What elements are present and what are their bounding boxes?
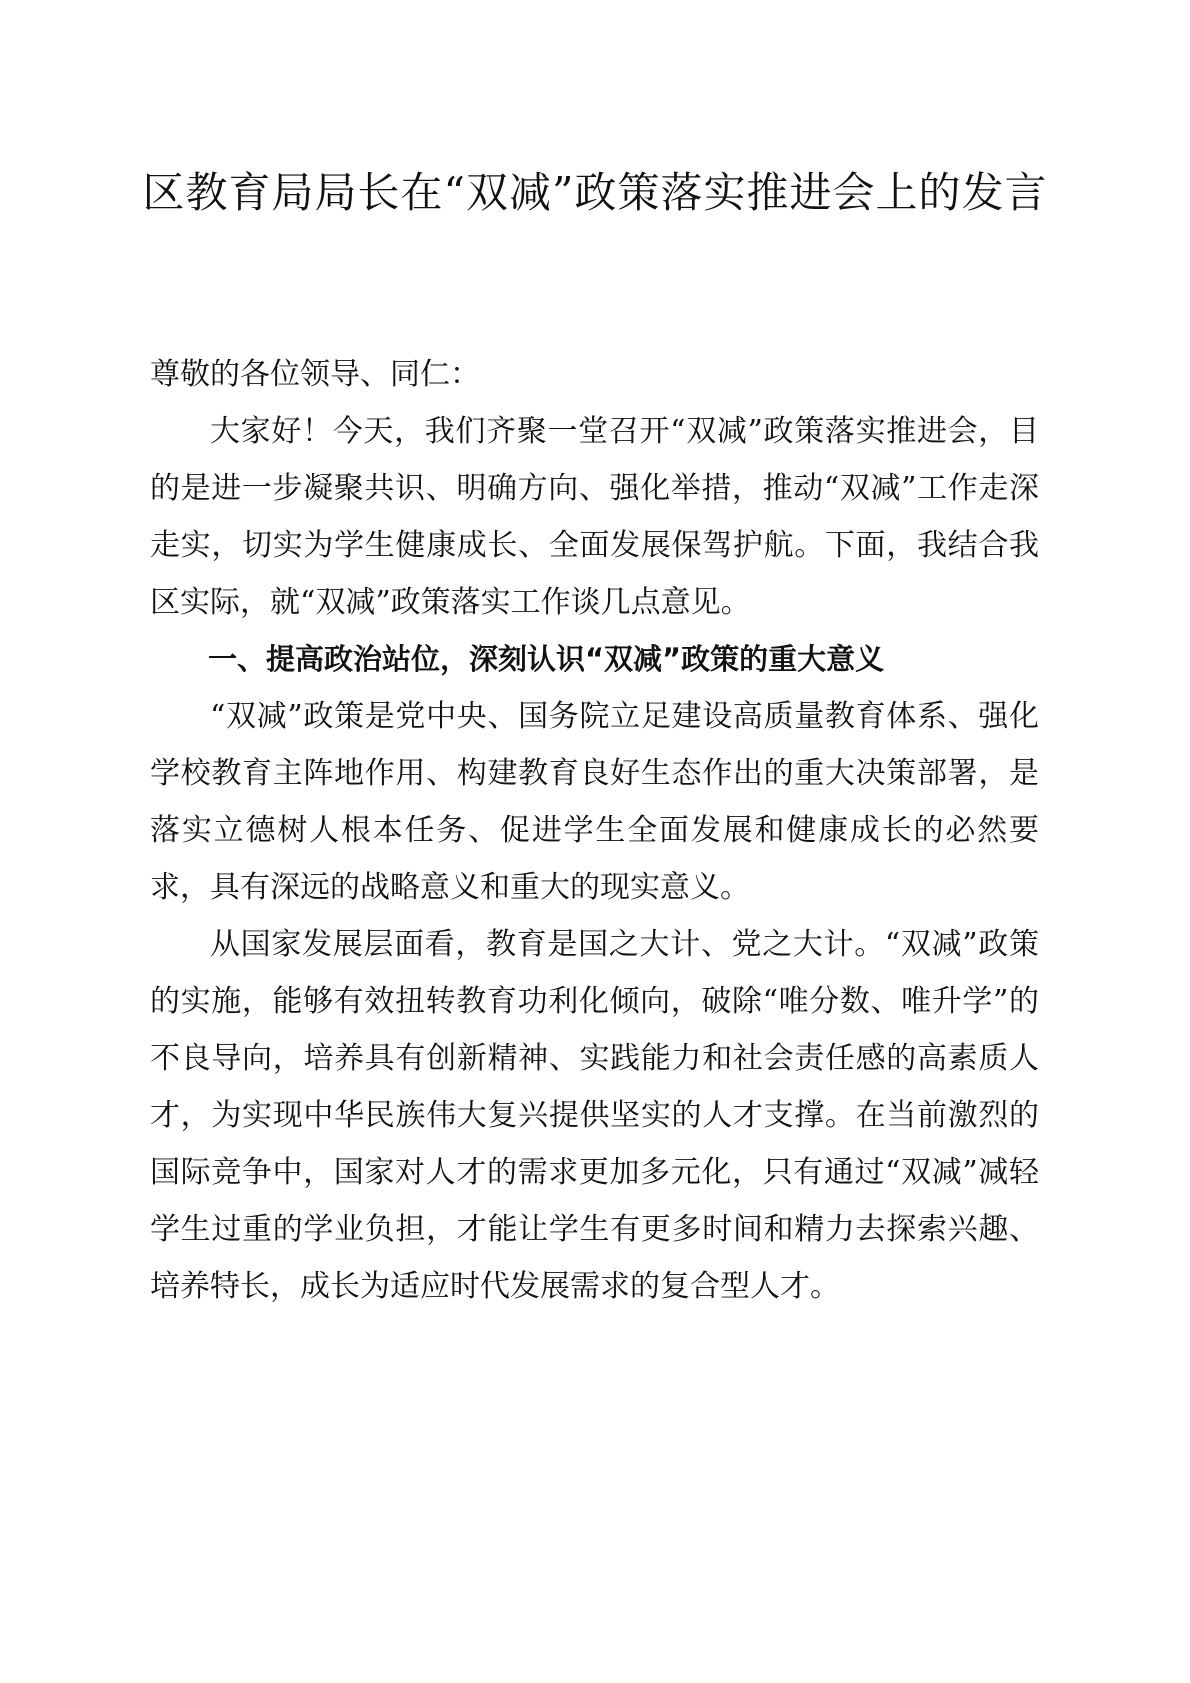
- section-paragraph-2: 从国家发展层面看，教育是国之大计、党之大计。“双减”政策的实施，能够有效扭转教育功利化倾向，破除“唯分数、唯升学”的不良导向，培养具有创新精神、实践能力和社会责任感的高素质人才，为实现中华民族伟大复兴提供坚实的人才支撑。在当前激烈的国际竞争中，国家对人才的需求更加多元化，只有通过“双减”减轻学生过重的学业负担，才能让学生有更多时间和精力去探索兴趣、培养特长，成长为适应时代发展需求的复合型人才。: [150, 927, 1039, 1304]
- section-heading: 一、提高政治站位，深刻认识“双减”政策的重大意义: [208, 642, 885, 676]
- salutation: 尊敬的各位领导、同仁：: [150, 357, 480, 392]
- section-paragraph-1: “双减”政策是党中央、国务院立足建设高质量教育体系、强化学校教育主阵地作用、构建教育良好生态作出的重大决策部署，是落实立德树人根本任务、促进学生全面发展和健康成长的必然要求，具有深远的战略意义和重大的现实意义。: [150, 699, 1039, 905]
- document-body: [150, 346, 1039, 1315]
- intro-paragraph: 大家好！今天，我们齐聚一堂召开“双减”政策落实推进会，目的是进一步凝聚共识、明确方向、强化举措，推动“双减”工作走深走实，切实为学生健康成长、全面发展保驾护航。下面，我结合我区实际，就“双减”政策落实工作谈几点意见。: [150, 414, 1039, 620]
- document-title: 区教育局局长在“双减”政策落实推进会上的发言: [142, 168, 1048, 217]
